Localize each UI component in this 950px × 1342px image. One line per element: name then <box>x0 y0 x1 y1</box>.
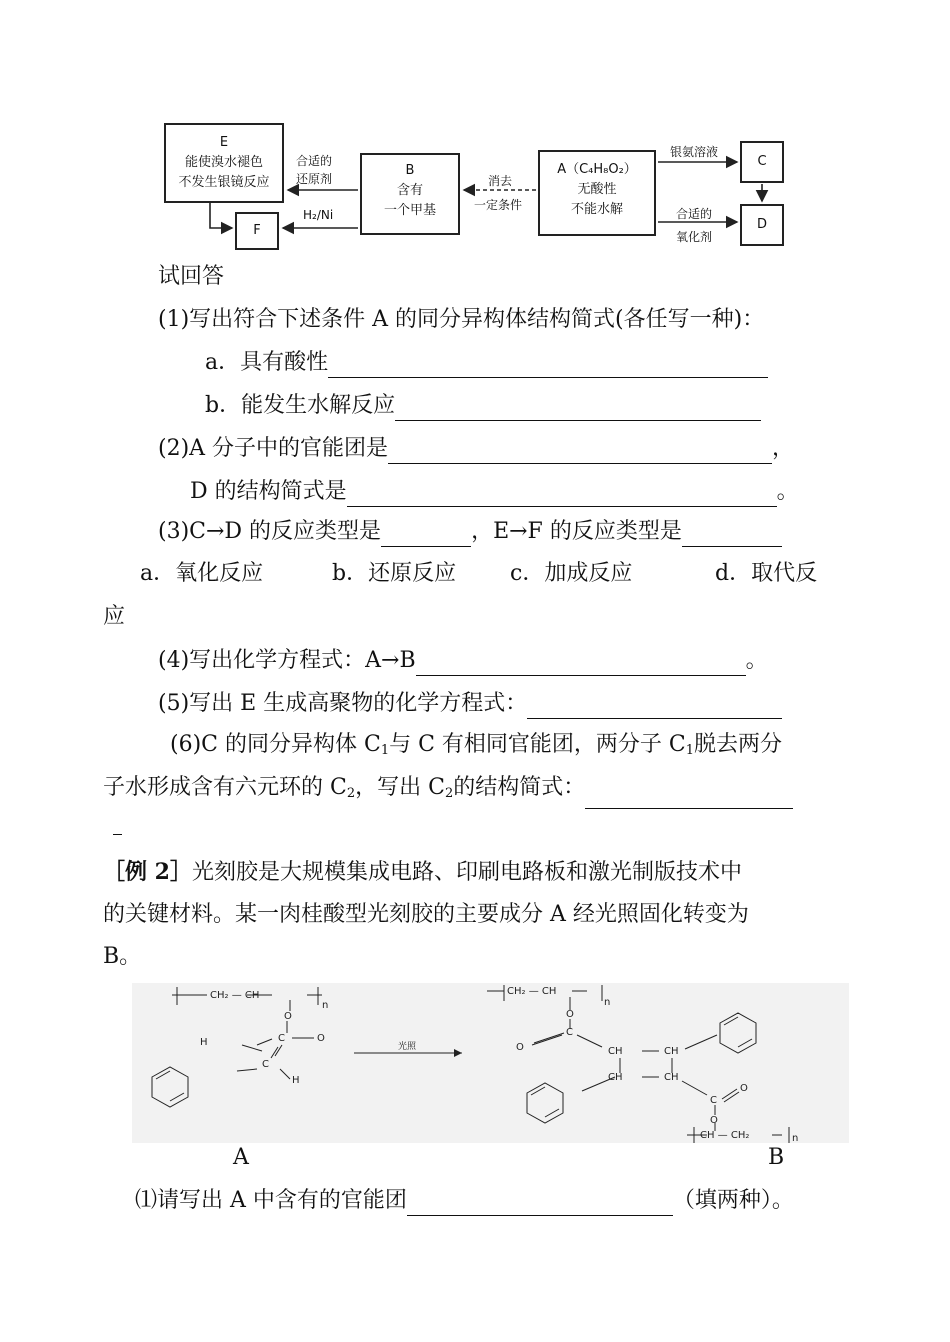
box-b: B 含有 一个甲基 <box>360 153 460 235</box>
question-1b: b．能发生水解反应 <box>205 391 761 421</box>
option-a: a．氧化反应 <box>140 561 264 586</box>
option-d: d．取代反 <box>715 561 818 586</box>
question-3: (3)C→D 的反应类型是 ，E→F 的反应类型是 <box>158 517 782 547</box>
box-e: E 能使溴水褪色 不发生银镜反应 <box>164 123 284 203</box>
atom-c: C <box>566 1027 573 1038</box>
label-b-to-f: H₂/Ni <box>303 208 334 222</box>
label-a-to-d-2: 氧化剂 <box>676 230 713 244</box>
answer-blank[interactable] <box>347 484 777 507</box>
label-b-to-e-1: 合适的 <box>296 154 333 168</box>
answer-blank[interactable] <box>416 653 746 676</box>
example-2-line1: ［例 2］光刻胶是大规模集成电路、印刷电路板和激光制版技术中 <box>103 859 742 885</box>
answer-blank[interactable] <box>395 398 761 421</box>
reaction-structures <box>132 983 849 1143</box>
label-a-to-b-2: 一定条件 <box>474 198 523 212</box>
example-2-line3: B。 <box>103 944 142 969</box>
box-a: A（C₄H₈O₂） 无酸性 不能水解 <box>538 150 656 236</box>
subscript-n: n <box>792 1133 799 1143</box>
question-2a: (2)A 分子中的官能团是 ， <box>158 434 794 464</box>
label-b-to-e-2: 还原剂 <box>296 172 333 186</box>
option-c: c．加成反应 <box>510 561 633 586</box>
structure-a <box>152 987 322 1107</box>
answer-blank[interactable] <box>381 524 471 547</box>
atom-o: O <box>710 1115 718 1126</box>
label-b: B <box>768 1145 785 1170</box>
atom-o: O <box>740 1083 748 1094</box>
question-1a: a．具有酸性 <box>205 348 768 378</box>
poly-a-unit: CH₂ — CH <box>210 990 260 1001</box>
question-5: (5)写出 E 生成高聚物的化学方程式： <box>158 689 782 719</box>
answer-blank[interactable] <box>328 355 768 378</box>
question-1: (1)写出符合下述条件 A 的同分异构体结构简式(各任写一种)： <box>158 307 765 332</box>
label-a-to-c: 银氨溶液 <box>670 145 719 159</box>
answer-blank[interactable] <box>682 524 782 547</box>
question-4: (4)写出化学方程式：A→B 。 <box>158 646 768 676</box>
atom-o: O <box>516 1042 524 1053</box>
ch-2: CH <box>664 1046 679 1057</box>
answer-blank[interactable] <box>407 1193 673 1216</box>
atom-o: O <box>317 1033 325 1044</box>
last-question: ⑴请写出 A 中含有的官能团 （填两种）。 <box>135 1186 794 1216</box>
box-d: D <box>740 204 784 246</box>
ch-3: CH <box>608 1072 623 1083</box>
structure-b <box>487 985 789 1143</box>
option-b: b．还原反应 <box>332 561 457 586</box>
intro-text: 试回答 <box>158 264 225 289</box>
question-6-line2: 子水形成含有六元环的 $C_2$，写出 $C_2$的结构简式： <box>103 773 793 809</box>
flow-arrows <box>0 0 950 270</box>
example-2-line2: 的关键材料。某一肉桂酸型光刻胶的主要成分 A 经光照固化转变为 <box>103 902 749 927</box>
arrow-label: 光照 <box>398 1042 417 1052</box>
ch-4: CH <box>664 1072 679 1083</box>
subscript-n: n <box>322 1000 329 1011</box>
option-d-continued: 应 <box>103 604 126 629</box>
answer-blank[interactable] <box>388 441 772 464</box>
example-2-tag: ［例 2］ <box>103 859 192 885</box>
box-f: F <box>235 212 279 250</box>
arrow-e-to-f <box>210 203 232 228</box>
poly-b-bottom-unit: CH — CH₂ <box>700 1130 750 1141</box>
question-6-line1: (6)C 的同分异构体 $C_1$与 C 有相同官能团，两分子 $C_1$脱去两分 <box>170 732 783 758</box>
box-c: C <box>740 141 784 183</box>
question-2b: D 的结构简式是 。 <box>190 477 799 507</box>
answer-blank-tail[interactable] <box>113 834 122 835</box>
label-a-to-d-1: 合适的 <box>676 207 713 221</box>
label-a-to-b-1: 消去 <box>488 174 513 188</box>
subscript-n: n <box>604 997 611 1008</box>
light-arrow <box>354 1040 462 1057</box>
answer-blank[interactable] <box>527 696 782 719</box>
atom-c: C <box>262 1059 269 1070</box>
atom-h: H <box>200 1037 208 1048</box>
atom-c: C <box>278 1033 285 1044</box>
atom-o: O <box>566 1009 574 1020</box>
atom-o: O <box>284 1011 292 1022</box>
answer-blank[interactable] <box>585 786 793 809</box>
label-a: A <box>233 1145 249 1170</box>
ch-1: CH <box>608 1046 623 1057</box>
atom-c: C <box>710 1095 717 1106</box>
poly-b-top-unit: CH₂ — CH <box>507 986 557 997</box>
atom-h: H <box>292 1075 300 1086</box>
